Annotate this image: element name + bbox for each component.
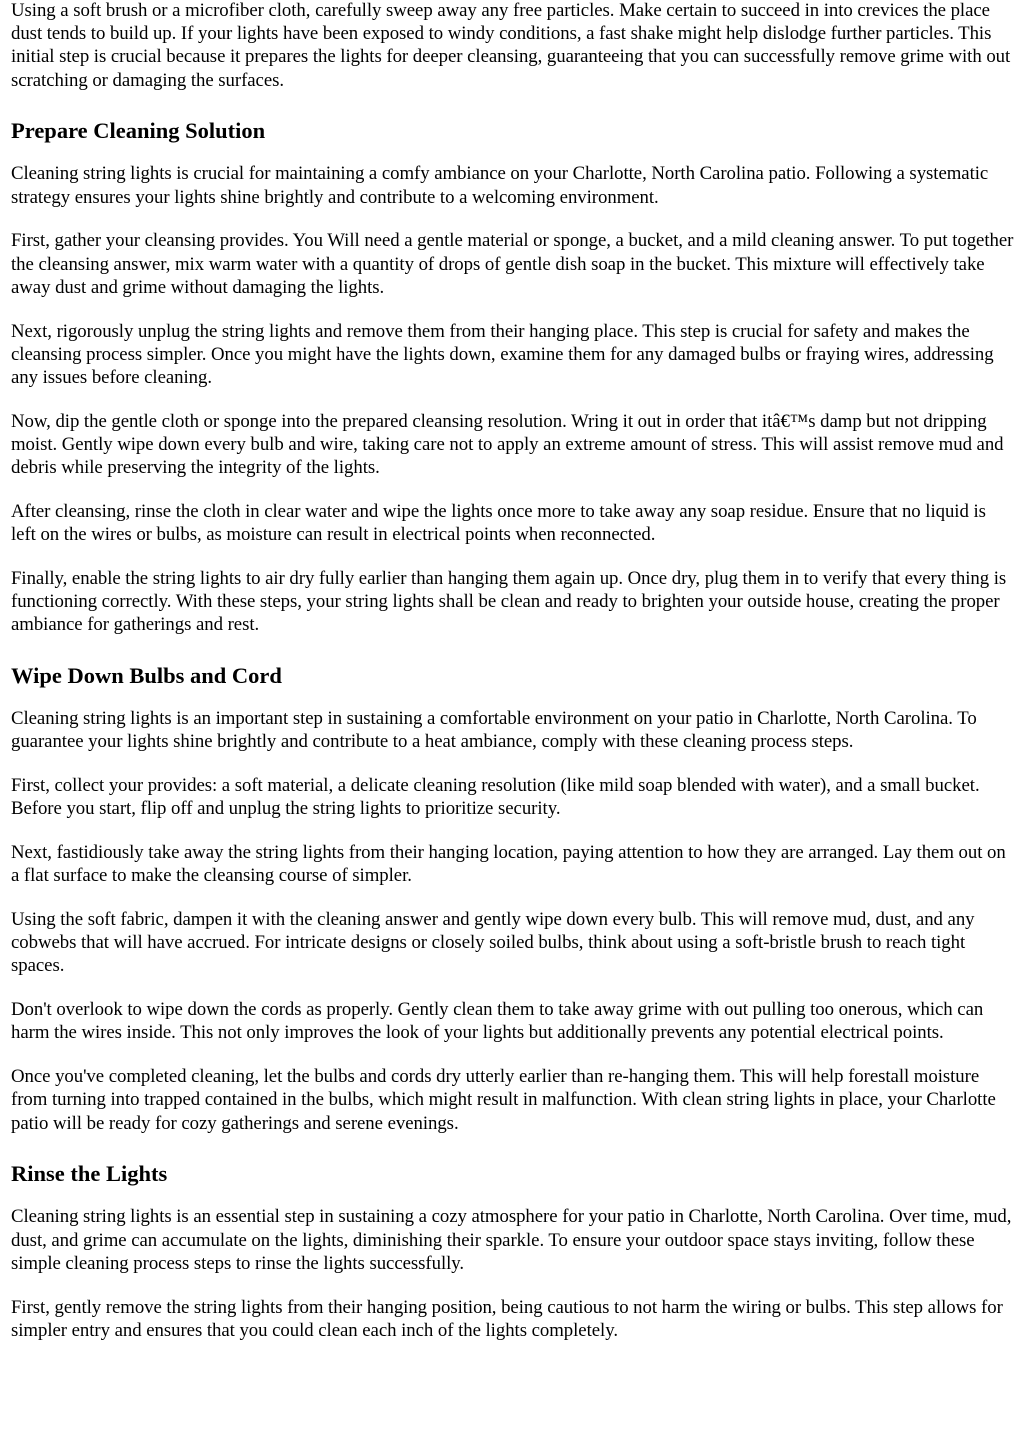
section-heading: Prepare Cleaning Solution — [11, 117, 266, 143]
intro-paragraph: Using a soft brush or a microfiber cloth, carefully sweep away any free particles. Make certain to succeed in into crevices the place dust tends to build up. If your lights have been exposed to windy conditions, a fast shake might help dislodge further particles. This initial step is crucial because it prepares the lights for deeper cleansing, guaranteeing that you can successfully remove grime with out scratching or damaging the surfaces. — [11, 0, 1011, 91]
section-prepare-cleaning-solution — [11, 116, 1014, 637]
section-rinse-the-lights — [11, 1159, 1014, 1342]
section-paragraph: Now, dip the gentle cloth or sponge into the prepared cleansing resolution. Wring it out in order that itâ€™s damp but not dripping moist. Gently wipe down every bulb and wire, taking care not to apply an extreme amount of stress. This will assist remove mud and debris while preserving the integrity of the lights. — [11, 410, 1004, 479]
section-paragraph: First, gently remove the string lights from their hanging position, being cautious to not harm the wiring or bulbs. This step allows for simpler entry and ensures that you could clean each inch of the lights completely. — [11, 1296, 1003, 1341]
section-paragraph: Next, fastidiously take away the string lights from their hanging location, paying attention to how they are arranged. Lay them out on a flat surface to make the cleansing course of simpler. — [11, 842, 1006, 887]
section-heading: Wipe Down Bulbs and Cord — [11, 662, 282, 688]
section-paragraph: Cleaning string lights is an important step in sustaining a comfortable environment on your patio in Charlotte, North Carolina. To guarantee your lights shine brightly and contribute to a heat ambiance, comply with these cleaning process steps. — [11, 708, 977, 753]
section-paragraph: Finally, enable the string lights to air dry fully earlier than hanging them again up. Once dry, plug them in to verify that every thing is functioning correctly. With these steps, your string lights shall be clean and ready to brighten your outside house, creating the proper ambiance for gatherings and rest. — [11, 567, 1007, 636]
section-wipe-down-bulbs-and-cord — [11, 661, 1014, 1135]
section-paragraph: Don't overlook to wipe down the cords as properly. Gently clean them to take away grime with out pulling too onerous, which can harm the wires inside. This not only improves the look of your lights but additionally prevents any potential electrical points. — [11, 999, 984, 1044]
section-paragraph: Cleaning string lights is crucial for maintaining a comfy ambiance on your Charlotte, North Carolina patio. Following a systematic strategy ensures your lights shine brightly and contribute to a welcoming environment. — [11, 163, 989, 208]
section-paragraph: Next, rigorously unplug the string lights and remove them from their hanging place. This step is crucial for safety and makes the cleansing process simpler. Once you might have the lights down, examine them for any damaged bulbs or fraying wires, addressing any issues before cleaning. — [11, 320, 994, 388]
section-heading: Rinse the Lights — [11, 1160, 168, 1186]
section-paragraph: Cleaning string lights is an essential step in sustaining a cozy atmosphere for your patio in Charlotte, North Carolina. Over time, mud, dust, and grime can accumulate on the lights, diminishing their sparkle. To ensure your outdoor space stays inviting, follow these simple cleaning process steps to rinse the lights successfully. — [11, 1206, 1012, 1274]
section-paragraph: First, gather your cleansing provides. You Will need a gentle material or sponge, a bucket, and a mild cleaning answer. To put together the cleansing answer, mix warm water with a quantity of drops of gentle dish soap in the bucket. This mixture will effectively take away dust and grime without damaging the lights. — [11, 230, 1014, 298]
section-paragraph: After cleansing, rinse the cloth in clear water and wipe the lights once more to take away any soap residue. Ensure that no liquid is left on the wires or bulbs, as moisture can result in electrical points when reconnected. — [11, 500, 986, 546]
section-paragraph: Once you've completed cleaning, let the bulbs and cords dry utterly earlier than re-hanging them. This will help forestall moisture from turning into trapped contained in the bulbs, which might result in malfunction. With clean string lights in place, your Charlotte patio will be ready for cozy gatherings and serene evenings. — [11, 1066, 996, 1134]
section-paragraph: Using the soft fabric, dampen it with the cleaning answer and gently wipe down every bulb. This will remove mud, dust, and any cobwebs that will have accrued. For intricate designs or closely soiled bulbs, think about using a soft-bristle brush to reach tight spaces. — [11, 909, 975, 977]
section-paragraph: First, collect your provides: a soft material, a delicate cleaning resolution (like mild soap blended with water), and a small bucket. Before you start, flip off and unplug the string lights to prioritize security. — [11, 775, 980, 820]
